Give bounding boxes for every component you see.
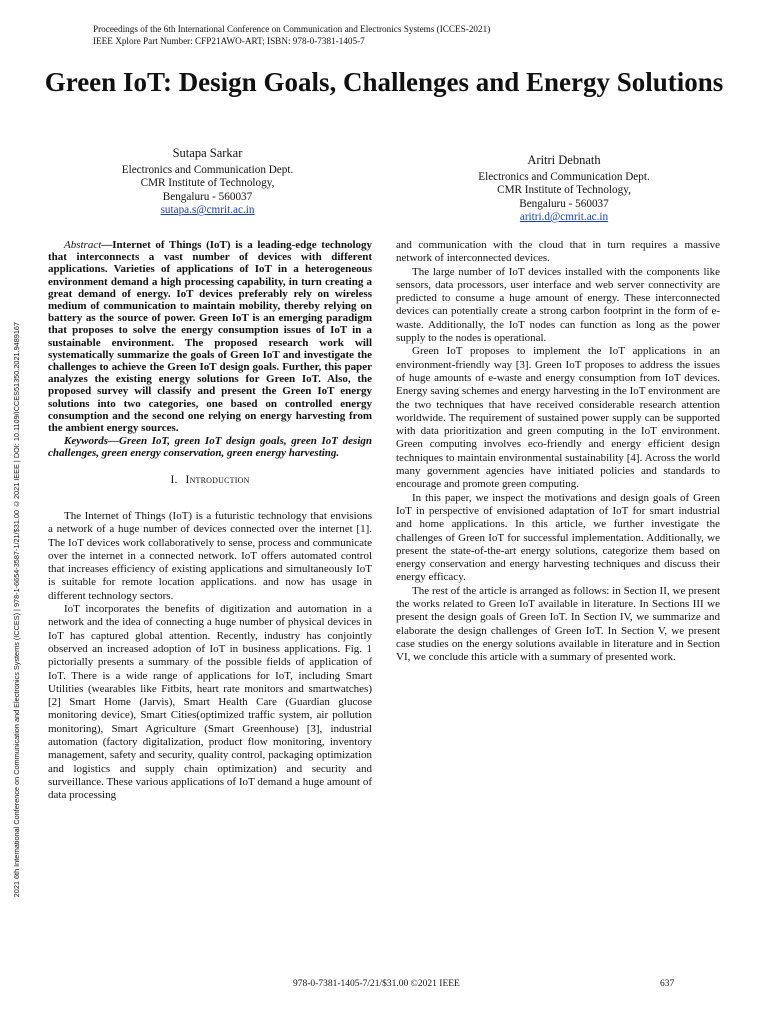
author-institute: CMR Institute of Technology, [497, 184, 631, 196]
body-paragraph: IoT incorporates the benefits of digitization and automation in a network and the idea of connecting a huge number of physical devices in IoT has captured global attention. Recently, industry has conjointly observed an increased adoption of IoT in business applications. Fig. 1 pictorially presents a summary of the possible fields of application of IoT. There is a wide range of applications for IoT, including Smart Utilities (wearables like Fitbits, heart rate monitors and smartwatches) [2] Smart Home (Jarvis), Smart Health Care (Guardian glucose monitoring device), Smart Cities(optimized traffic system, air pollution monitoring), Smart Agriculture (Smart Greenhouse) [3], industrial automation (factory digitalization, product flow monitoring, inventory management, safety and security, quality control, packaging optimization and logistics and supply chain optimization) and security and surveillance. These various applications of IoT demand a huge amount of data processing [48, 603, 372, 802]
body-paragraph: The large number of IoT devices installed with the components like sensors, data processors, user interface and web server connectivity are predicted to consume a huge amount of energy. These interconnected devices can potentially create a strong carbon footprint in the form of e-waste. Additionally, the IoT nodes can function as long as the power supply to the nodes is operational. [396, 265, 720, 345]
body-paragraph: The Internet of Things (IoT) is a futuristic technology that envisions a network of a huge number of devices connected over the internet [1]. The IoT devices work collaboratively to sense, process and communicate over the internet in a connected network. IoT offers automated control that increases efficiency of existing applications and simultaneously IoT is suitable for remote location applications. and now has usage in different technology sectors. [48, 509, 372, 602]
body-paragraph: Green IoT proposes to implement the IoT applications in an environment-friendly way [3]. Green IoT proposes to address the issues of huge amounts of e-waste and energy consumption from IoT devices. Energy saving schemes and energy harvesting in the IoT environment are the two techniques that have received considerable research attention worldwide. The requirement of sustained power supply can be supported with data prioritization and green computing in the IoT environment. Green computing involves eco-friendly and energy efficient design techniques to maintain environmental sustainability [4]. Across the world many government agencies have initiated policies and standards to encourage and promote green computing. [396, 345, 720, 491]
doi-sidebar-text: 2021 6th International Conference on Communication and Electronics Systems (ICCES) | 978-1-6654-3587-1/21/$31.00 ©2021 IEEE | DOI: 10.1109/ICCES51350.2021.9489167 [11, 322, 21, 898]
section-initial: I [185, 473, 190, 486]
doi-sidebar [4, 260, 28, 960]
author-city: Bengaluru - 560037 [162, 190, 253, 203]
section-number: I. [170, 473, 178, 486]
abstract-text: —Internet of Things (IoT) is a leading-edge technology that interconnects a vast number of devices with different applications. Varieties of applications of IoT in a heterogeneous environment demand a high processing capability, in turn creating a great demand of energy. IoT devices preferably rely on wireless medium of communication to maintain mobility, thereby relying on battery as the source of power. Green IoT is an emerging paradigm that proposes to solve the energy consumption issues of IoT in a sustainable environment. The proposed research work will systematically summarize the goals of Green IoT and investigate the challenges to achieve the Green IoT design goals. Further, this paper analyzes the existing energy solutions for Green IoT. Also, the proposed survey will classify and present the Green IoT energy solutions into two categories, one based on controlled energy consumption and the second one relying on energy harvesting from the ambient energy sources. [48, 239, 372, 435]
footer-copyright: 978-0-7381-1405-7/21/$31.00 ©2021 IEEE [293, 979, 460, 989]
body-paragraph: and communication with the cloud that in turn requires a massive network of interconnected devices. [396, 239, 720, 265]
header-line-2: IEEE Xplore Part Number: CFP21AWO-ART; ISBN: 978-0-7381-1405-7 [93, 35, 365, 46]
author-name: Aritri Debnath [527, 153, 601, 167]
abstract-label: Abstract [64, 239, 102, 251]
author-institute: CMR Institute of Technology, [140, 177, 275, 189]
section-title: ntroduction [189, 473, 250, 486]
abstract [48, 239, 372, 434]
author-dept: Electronics and Communication Dept. [478, 170, 650, 183]
page-number: 637 [660, 979, 675, 989]
body-paragraph: In this paper, we inspect the motivations and design goals of Green IoT in perspective of envisioned adaptation of IoT for smart industrial and home applications. In this article, we further investigate the challenges of Green IoT for successful implementation. Additionally, we present the state-of-the-art energy solutions, categorize them based on energy conservation and energy harvesting techniques and discuss their energy efficacy. [396, 491, 720, 584]
author-block-1 [95, 147, 320, 218]
author-dept: Electronics and Communication Dept. [121, 163, 294, 176]
right-column [396, 239, 720, 665]
paper-title: Green IoT: Design Goals, Challenges and Energy Solutions [44, 67, 724, 97]
keywords: Keywords—Green IoT, green IoT design goals, green IoT design challenges, green energy conservation, green energy harvesting. [48, 435, 372, 460]
author-email-link[interactable]: sutapa.s@cmrit.ac.in [160, 204, 255, 216]
body-paragraph: The rest of the article is arranged as follows: in Section II, we present the works related to Green IoT available in literature. In Sections III we present the design goals of Green IoT. In Section IV, we summarize and elaborate the design challenges of Green IoT. In Section V, we present case studies on the energy solutions available in literature and in Section VI, we conclude this article with a summary of presented work. [396, 584, 720, 664]
author-email-link[interactable]: aritri.d@cmrit.ac.in [519, 211, 609, 223]
section-heading-introduction [48, 474, 372, 487]
author-block-2 [448, 154, 680, 225]
author-name: Sutapa Sarkar [172, 146, 243, 160]
proceedings-header [93, 24, 490, 47]
left-column [48, 239, 372, 802]
author-city: Bengaluru - 560037 [519, 197, 609, 210]
header-line-1: Proceedings of the 6th International Conference on Communication and Electronics Systems (ICCES-2021) [93, 24, 491, 34]
